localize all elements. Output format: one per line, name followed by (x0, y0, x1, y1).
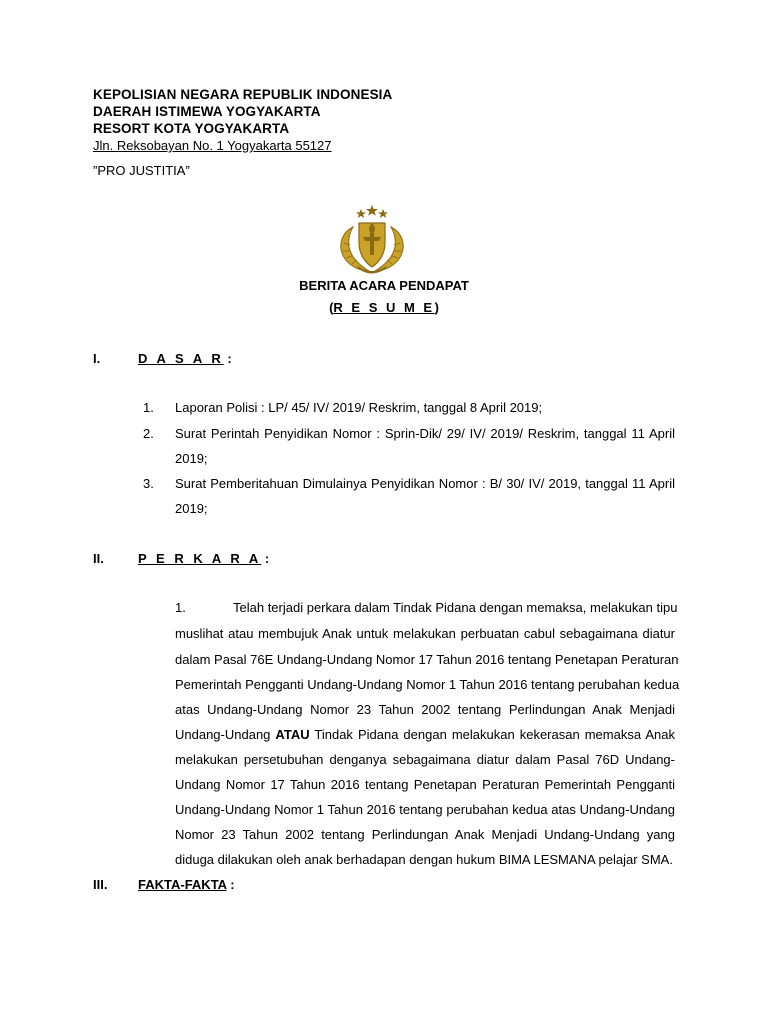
perkara-line-6-post: Tindak Pidana dengan melakukan kekerasan memaksa Anak (309, 727, 675, 742)
letterhead-line-1: KEPOLISIAN NEGARA REPUBLIK INDONESIA (93, 87, 393, 102)
perkara-line-10: Nomor 23 Tahun 2002 tentang Perlindungan Anak Menjadi Undang-Undang yang (175, 827, 675, 842)
dasar-item-2-text-line-2: 2019; (175, 451, 208, 466)
perkara-line-7: melakukan persetubuhan denganya sebagaimana diatur dalam Pasal 76D Undang- (175, 752, 675, 767)
section-3-number: III. (93, 877, 108, 892)
dasar-item-3-number: 3. (143, 476, 154, 491)
perkara-line-6-bold: ATAU (275, 727, 310, 742)
document-subtitle (0, 300, 768, 315)
perkara-line-8: Undang Nomor 17 Tahun 2016 tentang Penetapan Peraturan Pemerintah Pengganti (175, 777, 675, 792)
subtitle-close-paren: ) (434, 300, 439, 315)
section-3-title-text: FAKTA-FAKTA (138, 877, 227, 892)
perkara-line-1: Telah terjadi perkara dalam Tindak Pidana dengan memaksa, melakukan tipu (233, 600, 678, 615)
dasar-item-1-number: 1. (143, 400, 154, 415)
document-title: BERITA ACARA PENDAPAT (299, 278, 469, 293)
subtitle-resume: R E S U M E (333, 300, 435, 315)
section-1-title (138, 351, 232, 366)
perkara-line-6-pre: Undang-Undang (175, 727, 276, 742)
letterhead-address: Jln. Reksobayan No. 1 Yogyakarta 55127 (93, 138, 332, 153)
perkara-line-11: diduga dilakukan oleh anak berhadapan dengan hukum BIMA LESMANA pelajar SMA. (175, 852, 673, 867)
dasar-item-2-number: 2. (143, 426, 154, 441)
section-1-title-text: D A S A R (138, 351, 224, 366)
perkara-line-6 (175, 727, 675, 742)
perkara-line-4: Pemerintah Pengganti Undang-Undang Nomor 1 Tahun 2016 tentang perubahan kedua (175, 677, 680, 692)
subtitle-open-paren: ( (329, 300, 334, 315)
letterhead-line-2: DAERAH ISTIMEWA YOGYAKARTA (93, 104, 321, 119)
perkara-line-2: muslihat atau membujuk Anak untuk melakukan perbuatan cabul sebagaimana diatur (175, 626, 675, 641)
dasar-item-3-text-line-1: Surat Pemberitahuan Dimulainya Penyidikan Nomor : B/ 30/ IV/ 2019, tanggal 11 April (175, 476, 675, 491)
perkara-line-3: dalam Pasal 76E Undang-Undang Nomor 17 Tahun 2016 tentang Penetapan Peraturan (175, 652, 679, 667)
section-3-title (138, 877, 235, 892)
section-3-colon: : (226, 877, 235, 892)
section-2-title (138, 551, 269, 566)
dasar-item-3-text-line-2: 2019; (175, 501, 208, 516)
perkara-line-5: atas Undang-Undang Nomor 23 Tahun 2002 tentang Perlindungan Anak Menjadi (175, 702, 675, 717)
section-2-colon: : (261, 551, 270, 566)
section-2-title-text: P E R K A R A (138, 551, 262, 566)
dasar-item-2-text-line-1: Surat Perintah Penyidikan Nomor : Sprin-Dik/ 29/ IV/ 2019/ Reskrim, tanggal 11 April (175, 426, 675, 441)
section-1-number: I. (93, 351, 101, 366)
police-emblem-icon (331, 203, 413, 275)
dasar-item-1-text: Laporan Polisi : LP/ 45/ IV/ 2019/ Reskrim, tanggal 8 April 2019; (175, 400, 543, 415)
section-2-number: II. (93, 551, 104, 566)
letterhead-line-3: RESORT KOTA YOGYAKARTA (93, 121, 290, 136)
perkara-item-1-number: 1. (175, 600, 186, 615)
section-1-colon: : (223, 351, 232, 366)
pro-justitia: ”PRO JUSTITIA” (93, 163, 190, 178)
perkara-line-9: Undang-Undang Nomor 1 Tahun 2016 tentang perubahan kedua atas Undang-Undang (175, 802, 675, 817)
